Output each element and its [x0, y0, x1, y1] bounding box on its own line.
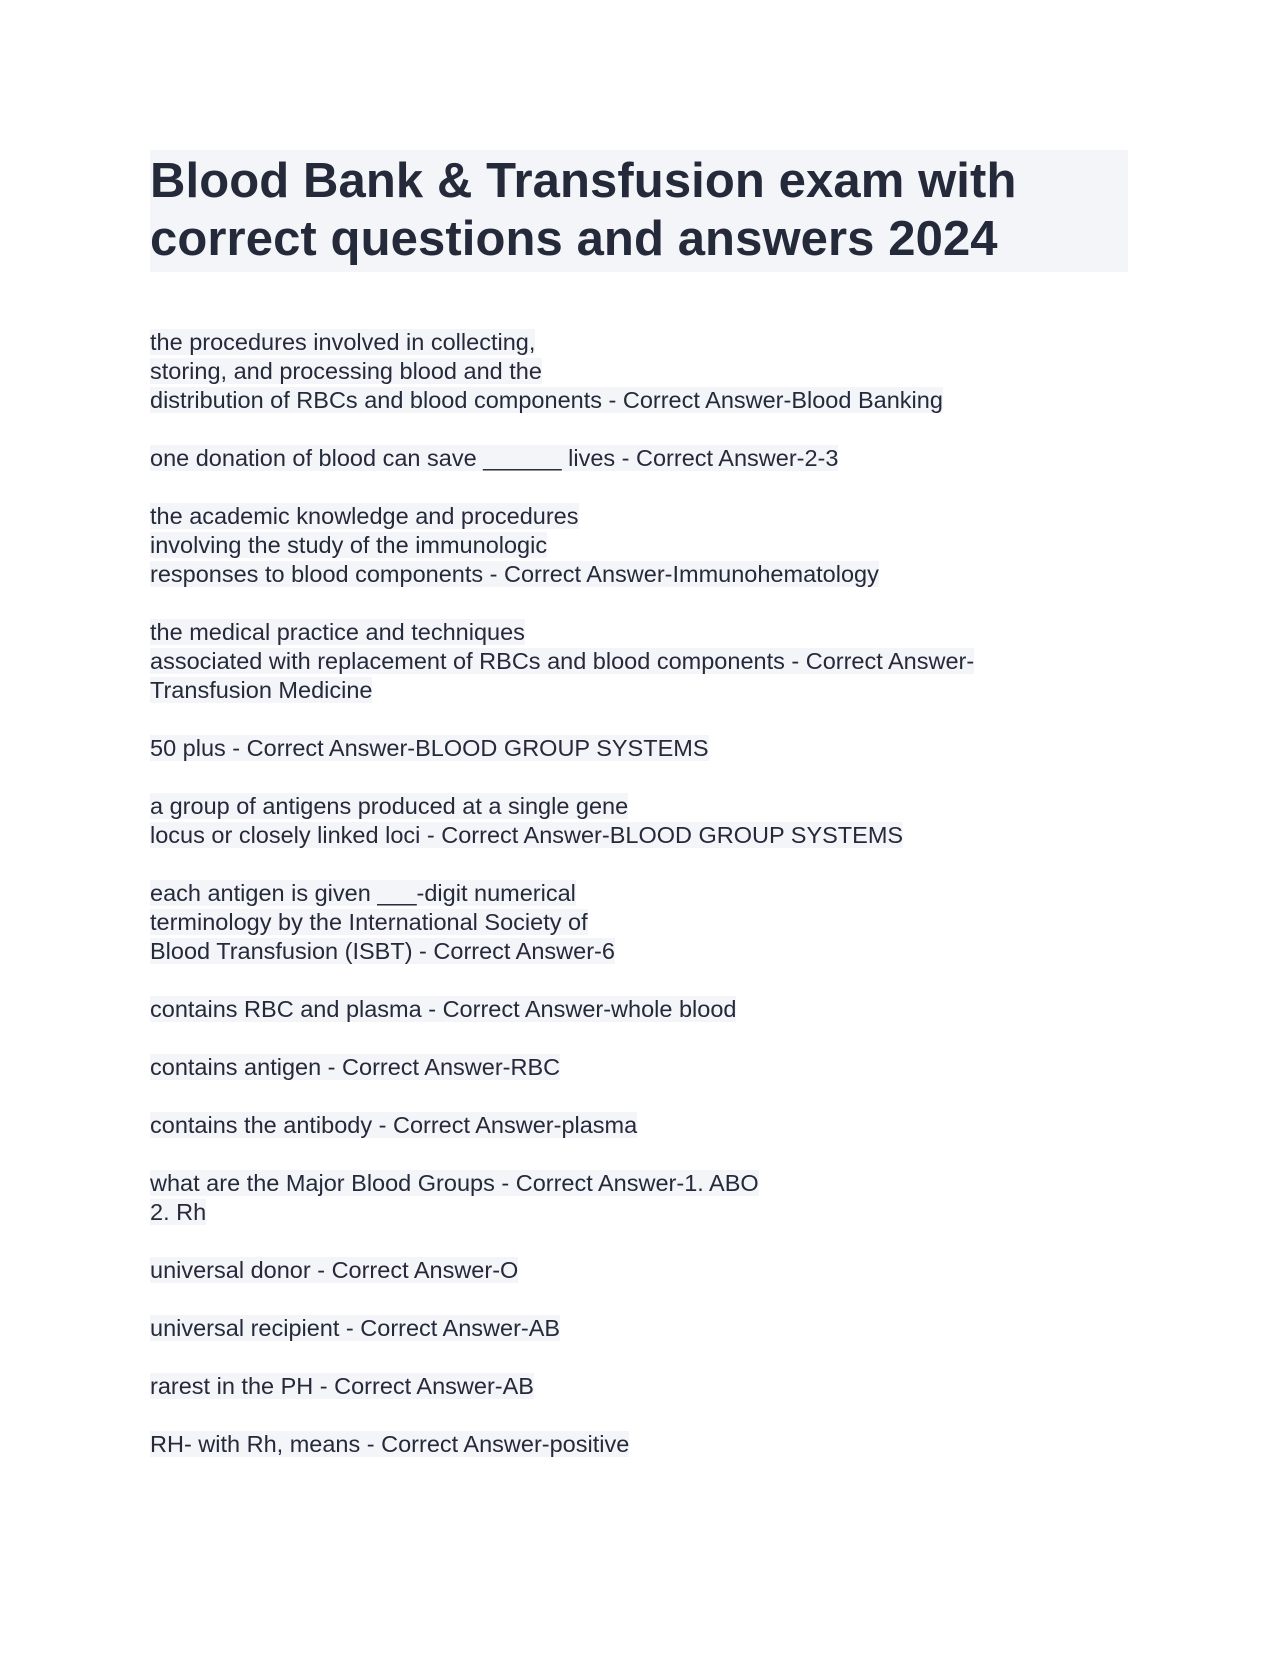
qa-line: [150, 618, 1128, 647]
qa-item: [150, 502, 1128, 589]
qa-line-text: Transfusion Medicine: [150, 677, 373, 703]
qa-line: [150, 386, 1128, 415]
qa-item: [150, 1372, 1128, 1401]
qa-line-text: contains RBC and plasma - Correct Answer-whole blood: [150, 996, 737, 1022]
qa-line: [150, 1169, 1128, 1198]
qa-item: [150, 792, 1128, 850]
qa-line: [150, 328, 1128, 357]
qa-line: [150, 560, 1128, 589]
qa-line: [150, 357, 1128, 386]
qa-line: [150, 734, 1128, 763]
qa-line-text: what are the Major Blood Groups - Correct Answer-1. ABO: [150, 1170, 759, 1196]
qa-line-text: a group of antigens produced at a single gene: [150, 793, 629, 819]
qa-line: [150, 647, 1128, 676]
document-title: [150, 150, 1128, 272]
qa-line: [150, 1111, 1128, 1140]
qa-line-text: universal donor - Correct Answer-O: [150, 1257, 519, 1283]
qa-item: [150, 734, 1128, 763]
qa-item: [150, 1256, 1128, 1285]
qa-line-text: 50 plus - Correct Answer-BLOOD GROUP SYSTEMS: [150, 735, 709, 761]
qa-item: [150, 995, 1128, 1024]
qa-line-text: rarest in the PH - Correct Answer-AB: [150, 1373, 534, 1399]
title-line-2: correct questions and answers 2024: [150, 212, 998, 266]
qa-item: [150, 328, 1128, 415]
qa-item: [150, 879, 1128, 966]
qa-line: [150, 1314, 1128, 1343]
qa-line: [150, 908, 1128, 937]
qa-line-text: one donation of blood can save ______ lives - Correct Answer-2-3: [150, 445, 839, 471]
qa-line: [150, 502, 1128, 531]
qa-line: [150, 1372, 1128, 1401]
qa-item: [150, 1111, 1128, 1140]
qa-line: [150, 531, 1128, 560]
qa-item: [150, 444, 1128, 473]
qa-line: [150, 1198, 1128, 1227]
qa-line: [150, 937, 1128, 966]
qa-line-text: universal recipient - Correct Answer-AB: [150, 1315, 561, 1341]
qa-line: [150, 1053, 1128, 1082]
qa-line: [150, 1256, 1128, 1285]
qa-line-text: involving the study of the immunologic: [150, 532, 548, 558]
qa-item: [150, 1169, 1128, 1227]
qa-line: [150, 879, 1128, 908]
qa-line-text: contains antigen - Correct Answer-RBC: [150, 1054, 561, 1080]
qa-item: [150, 1314, 1128, 1343]
qa-line-text: 2. Rh: [150, 1199, 207, 1225]
qa-line-text: the academic knowledge and procedures: [150, 503, 579, 529]
qa-item: [150, 618, 1128, 705]
qa-line-text: locus or closely linked loci - Correct Answer-BLOOD GROUP SYSTEMS: [150, 822, 904, 848]
title-line-1: Blood Bank & Transfusion exam with: [150, 154, 1017, 208]
qa-line: [150, 792, 1128, 821]
qa-line-text: terminology by the International Society of: [150, 909, 588, 935]
qa-line-text: each antigen is given ___-digit numerical: [150, 880, 576, 906]
qa-line: [150, 821, 1128, 850]
qa-line-text: the procedures involved in collecting,: [150, 329, 536, 355]
qa-line-text: contains the antibody - Correct Answer-plasma: [150, 1112, 638, 1138]
document-page: [150, 150, 1128, 1488]
qa-line-text: distribution of RBCs and blood components - Correct Answer-Blood Banking: [150, 387, 943, 413]
qa-line-text: Blood Transfusion (ISBT) - Correct Answer-6: [150, 938, 615, 964]
qa-line-text: associated with replacement of RBCs and blood components - Correct Answer-: [150, 648, 975, 674]
qa-line: [150, 1430, 1128, 1459]
qa-line-text: the medical practice and techniques: [150, 619, 525, 645]
qa-item: [150, 1053, 1128, 1082]
qa-line: [150, 444, 1128, 473]
qa-line-text: storing, and processing blood and the: [150, 358, 542, 384]
qa-line: [150, 995, 1128, 1024]
qa-item: [150, 1430, 1128, 1459]
qa-line: [150, 676, 1128, 705]
qa-list: [150, 328, 1128, 1459]
qa-line-text: responses to blood components - Correct Answer-Immunohematology: [150, 561, 879, 587]
qa-line-text: RH- with Rh, means - Correct Answer-positive: [150, 1431, 630, 1457]
